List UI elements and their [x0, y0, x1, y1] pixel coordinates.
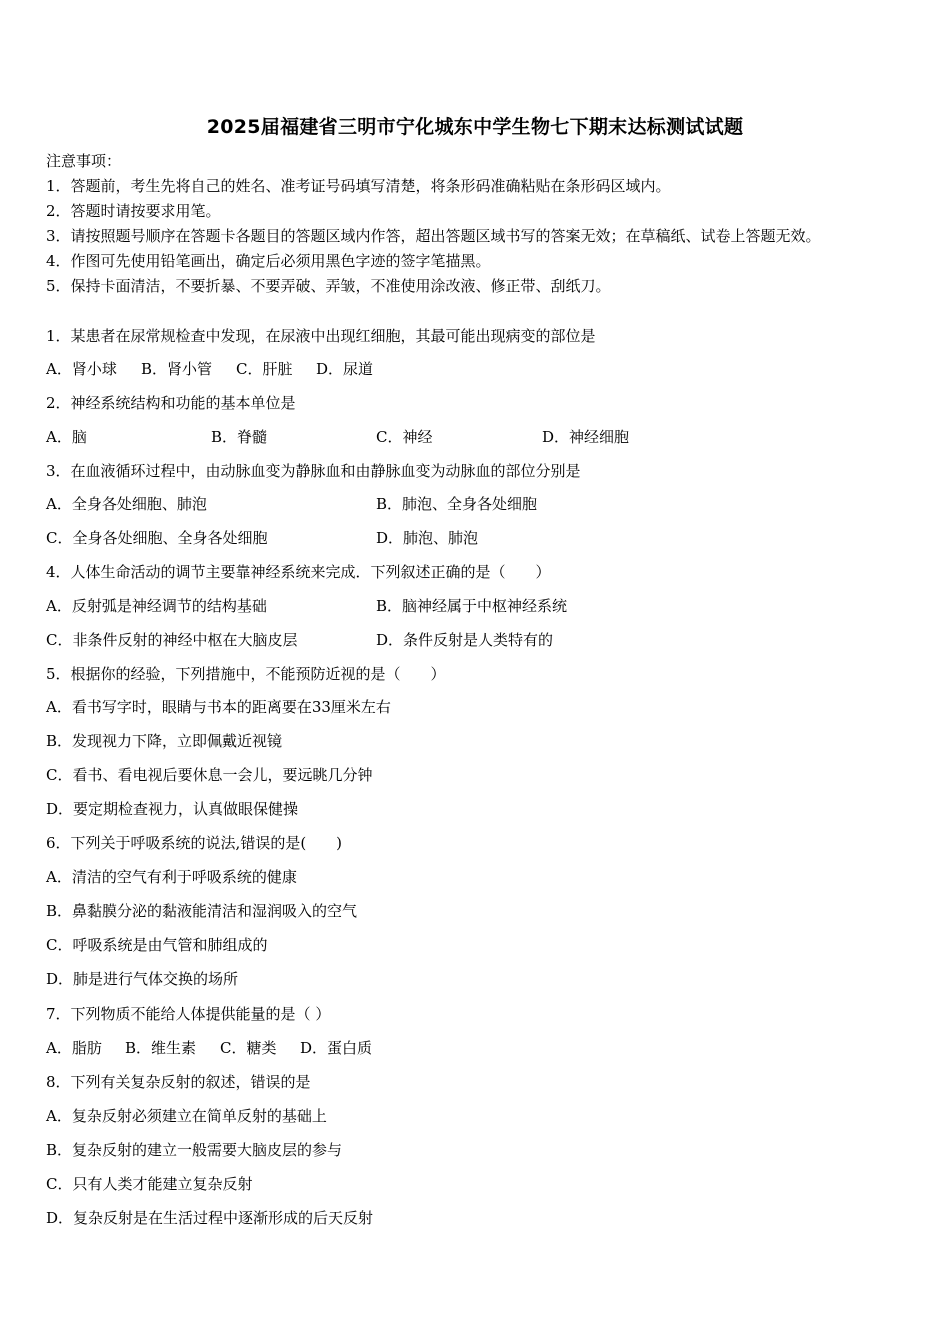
question-option: A．反射弧是神经调节的结构基础 — [46, 597, 267, 615]
question-option: C．糖类 — [220, 1039, 277, 1057]
question-option: A．肾小球 — [46, 360, 117, 378]
question-option: D．蛋白质 — [300, 1039, 373, 1057]
question-option: C．肝脏 — [236, 360, 293, 378]
question-option: D．尿道 — [316, 360, 374, 378]
question-stem: 5．根据你的经验，下列措施中，不能预防近视的是（ ） — [46, 665, 446, 683]
question-option: B．发现视力下降，立即佩戴近视镜 — [46, 732, 283, 750]
question-option: D．复杂反射是在生活过程中逐渐形成的后天反射 — [46, 1209, 374, 1227]
question-option: D．条件反射是人类特有的 — [376, 631, 554, 649]
notice-item: 5．保持卡面清洁，不要折暴、不要弄破、弄皱，不准使用涂改液、修正带、刮纸刀。 — [46, 277, 611, 295]
question-option: D．神经细胞 — [542, 428, 630, 446]
notice-heading: 注意事项： — [46, 152, 122, 170]
question-option: B．维生素 — [125, 1039, 197, 1057]
notice-item: 4．作图可先使用铅笔画出，确定后必须用黑色字迹的签字笔描黑。 — [46, 252, 491, 270]
question-option: A．脑 — [46, 428, 87, 446]
question-stem: 7．下列物质不能给人体提供能量的是（ ） — [46, 1005, 331, 1023]
page-title: 2025届福建省三明市宁化城东中学生物七下期末达标测试试题 — [206, 116, 744, 138]
question-option: C．只有人类才能建立复杂反射 — [46, 1175, 253, 1193]
question-option: C．非条件反射的神经中枢在大脑皮层 — [46, 631, 298, 649]
question-stem: 3．在血液循环过程中，由动脉血变为静脉血和由静脉血变为动脉血的部位分别是 — [46, 462, 581, 480]
question-option: A．全身各处细胞、肺泡 — [46, 495, 207, 513]
question-option: D．肺泡、肺泡 — [376, 529, 479, 547]
question-option: D．要定期检查视力，认真做眼保健操 — [46, 800, 299, 818]
question-option: A．看书写字时，眼睛与书本的距离要在33厘米左右 — [46, 698, 391, 716]
question-option: B．脊髓 — [211, 428, 268, 446]
question-option: C．全身各处细胞、全身各处细胞 — [46, 529, 268, 547]
question-option: A．复杂反射必须建立在简单反射的基础上 — [46, 1107, 327, 1125]
question-stem: 2．神经系统结构和功能的基本单位是 — [46, 394, 296, 412]
question-stem: 6．下列关于呼吸系统的说法,错误的是( ) — [46, 834, 343, 852]
notice-item: 3．请按照题号顺序在答题卡各题目的答题区域内作答，超出答题区域书写的答案无效；在草稿纸、试卷上答题无效。 — [46, 227, 821, 245]
question-option: C．神经 — [376, 428, 433, 446]
question-option: A．脂肪 — [46, 1039, 102, 1057]
question-option: B．脑神经属于中枢神经系统 — [376, 597, 568, 615]
question-option: C．看书、看电视后要休息一会儿，要远眺几分钟 — [46, 766, 373, 784]
question-option: B．复杂反射的建立一般需要大脑皮层的参与 — [46, 1141, 343, 1159]
question-stem: 4．人体生命活动的调节主要靠神经系统来完成．下列叙述正确的是（ ） — [46, 563, 551, 581]
question-stem: 1．某患者在尿常规检查中发现，在尿液中出现红细胞，其最可能出现病变的部位是 — [46, 327, 596, 345]
question-option: B．鼻黏膜分泌的黏液能清洁和湿润吸入的空气 — [46, 902, 358, 920]
question-option: A．清洁的空气有利于呼吸系统的健康 — [46, 868, 297, 886]
question-option: B．肺泡、全身各处细胞 — [376, 495, 538, 513]
question-option: D．肺是进行气体交换的场所 — [46, 970, 239, 988]
notice-item: 2．答题时请按要求用笔。 — [46, 202, 221, 220]
question-stem: 8．下列有关复杂反射的叙述，错误的是 — [46, 1073, 311, 1091]
notice-item: 1．答题前，考生先将自己的姓名、准考证号码填写清楚，将条形码准确粘贴在条形码区域内。 — [46, 177, 671, 195]
question-option: C．呼吸系统是由气管和肺组成的 — [46, 936, 268, 954]
question-option: B．肾小管 — [141, 360, 213, 378]
